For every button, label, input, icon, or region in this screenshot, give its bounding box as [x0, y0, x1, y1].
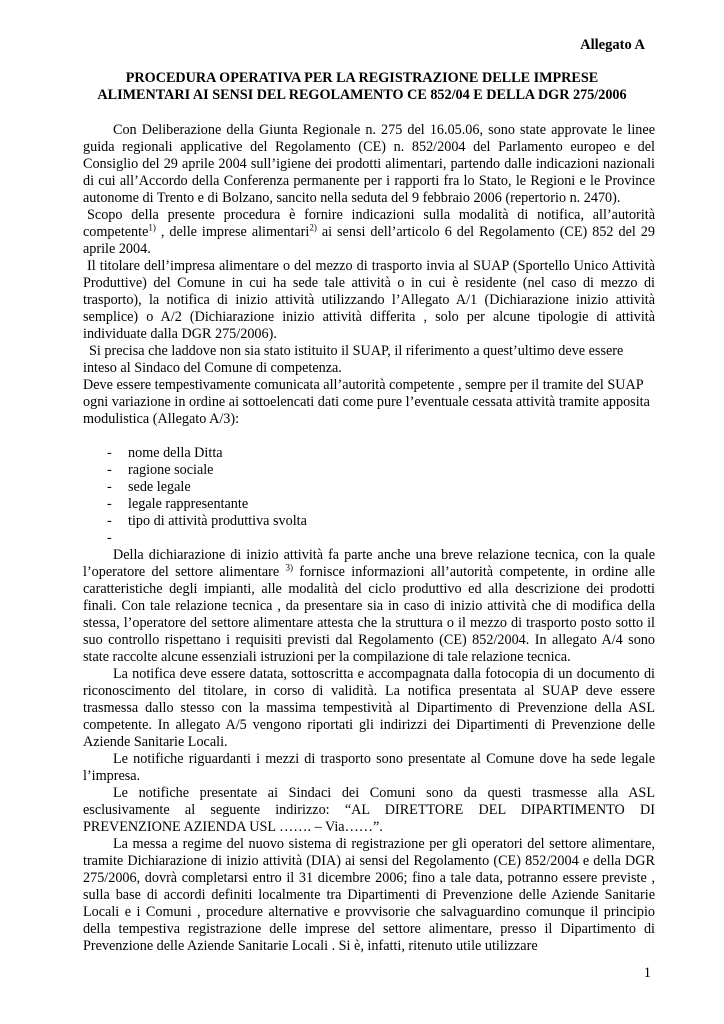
list-item: - tipo di attività produttiva svolta	[107, 513, 307, 529]
page-number: 1	[643, 965, 651, 981]
paragraph-scopo-part-b: , delle imprese alimentari	[155, 224, 310, 240]
paragraph-trasporto: Le notifiche riguardanti i mezzi di trasporto sono presentate al Comune dove ha sede legale l’impresa.	[83, 751, 655, 784]
paragraph-scopo-part-a: Scopo della presente procedura è fornire indicazioni sulla modalità di notifica, all’autorità competente	[83, 207, 655, 240]
paragraph-notifica: La notifica deve essere datata, sottoscritta e accompagnata dalla fotocopia di un documento di riconoscimento del titolare, in corso di validità. La notifica presentata al SUAP deve essere trasmessa dallo stesso con la massima tempestività al Dipartimento di Prevenzione della ASL competente. In allegato A/5 vengono riportati gli indirizzi dei Dipartimenti di Prevenzione delle Aziende Sanitarie Locali.	[83, 666, 655, 750]
list-item: - sede legale	[107, 479, 191, 495]
paragraph-deliberazione: Con Deliberazione della Giunta Regionale n. 275 del 16.05.06, sono state approvate le linee guida regionali applicative del Regolamento (CE) n. 852/2004 del Parlamento europeo e del Consiglio del 29 aprile 2004 sull’igiene dei prodotti alimentari, partendo dalle indicazioni nazionali di cui all’Accordo della Conferenza permanente per i rapporti fra lo Stato, le Regioni e le Province autonome di Trento e di Bolzano, sancito nella seduta del 9 febbraio 2006 (repertorio n. 2470).	[83, 122, 655, 206]
paragraph-variazioni: Deve essere tempestivamente comunicata all’autorità competente , sempre per il tramite del SUAP ogni variazione in ordine ai sottoelencati dati come pure l’eventuale cessata attività tramite apposita modulistica (Allegato A/3):	[83, 377, 650, 427]
list-item: - legale rappresentante	[107, 496, 249, 512]
footnote-ref-1: 1)	[148, 222, 156, 233]
list-item: - nome della Ditta	[107, 445, 223, 461]
paragraph-scopo-part-c: ai sensi dell’articolo 6 del Regolamento (CE) 852 del 29 aprile 2004.	[83, 224, 655, 257]
document-body	[83, 122, 655, 955]
list-item: - ragione sociale	[107, 462, 214, 478]
paragraph-sindaci: Le notifiche presentate ai Sindaci dei Comuni sono da questi trasmesse alla ASL esclusivamente al seguente indirizzo: “AL DIRETTORE DEL DIPARTIMENTO DI PREVENZIONE AZIENDA USL ……. – Via……”.	[83, 785, 655, 835]
attachment-label: Allegato A	[580, 37, 645, 53]
list-item: -	[107, 530, 112, 546]
paragraph-scopo	[83, 207, 655, 258]
title-line-1: PROCEDURA OPERATIVA PER LA REGISTRAZIONE DELLE IMPRESE	[125, 70, 599, 86]
variation-list	[83, 445, 655, 547]
document-title	[85, 70, 639, 104]
footnote-ref-3: 3)	[285, 562, 293, 573]
paragraph-suap: Si precisa che laddove non sia stato istituito il SUAP, il riferimento a quest’ultimo deve essere inteso al Sindaco del Comune di competenza.	[83, 343, 624, 376]
paragraph-messa-a-regime: La messa a regime del nuovo sistema di registrazione per gli operatori del settore alimentare, tramite Dichiarazione di inizio attività (DIA) ai sensi del Regolamento (CE) 852/2004 e della DGR 275/2006, dovrà completarsi entro il 31 dicembre 2006; fino a tale data, potranno essere previste , sulla base di accordi definiti localmente tra Dipartimenti di Prevenzione delle Aziende Sanitarie Locali e i Comuni , procedure alternative e provvisorie che salvaguardino comunque il principio della tempestiva registrazione delle imprese del settore alimentare, presso il Dipartimento di Prevenzione delle Aziende Sanitarie Locali . Si è, infatti, ritenuto utile utilizzare	[83, 836, 655, 954]
footnote-ref-2: 2)	[309, 222, 317, 233]
title-line-2: ALIMENTARI AI SENSI DEL REGOLAMENTO CE 852/04 E DELLA DGR 275/2006	[97, 87, 627, 103]
paragraph-relazione-tecnica: Della dichiarazione di inizio attività fa parte anche una breve relazione tecnica, con la quale l’operatore del settore alimentare $^{3)}$ fornisce informazioni all’autorità competente, in ordine alle caratteristiche degli impianti, alle modalità del ciclo produttivo ed alla descrizione dei prodotti finali. Con tale relazione tecnica , da presentare sia in caso di inizio attività che di modifica della stessa, l’operatore del settore alimentare attesta che la struttura o il mezzo di trasporto posto sotto il suo controllo rispettano i requisiti previsti dal Regolamento (CE) 852/2004. In allegato A/4 sono state raccolte alcune essenziali istruzioni per la compilazione di tale relazione tecnica.	[83, 547, 655, 665]
paragraph-titolare: Il titolare dell’impresa alimentare o del mezzo di trasporto invia al SUAP (Sportello Unico Attività Produttive) del Comune in cui ha sede tale attività o in cui è residente (nel caso di mezzo di trasporto), la notifica di inizio attività utilizzando l’Allegato A/1 (Dichiarazione inizio attività semplice) o A/2 (Dichiarazione inizio attività differita , solo per alcune tipologie di attività individuate dalla DGR 275/2006).	[83, 258, 655, 342]
